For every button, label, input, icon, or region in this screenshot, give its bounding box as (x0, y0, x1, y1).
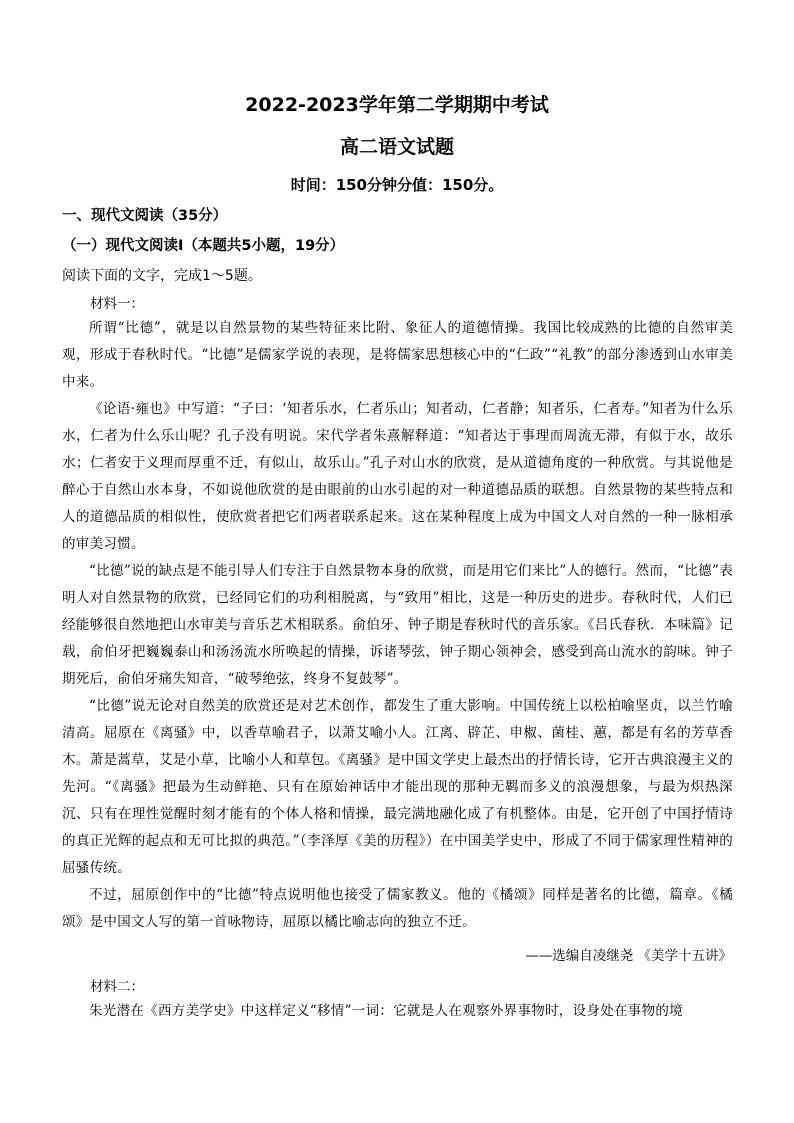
material-2-label: 材料二： (90, 979, 144, 995)
instruction-text: 阅读下面的文字，完成1～5题。 (62, 268, 262, 284)
paragraph: 《论语·雍也》中写道：“子曰：‘知者乐水，仁者乐山；知者动，仁者静；知者乐，仁者寿。”知者为什么乐水，仁者为什么乐山呢？孔子没有明说。宋代学者朱熹解释道：“知者达于事理而周流无滞，有似于水，故乐水；仁者安于义理而厚重不迁，有似山，故乐山。”孔子对山水的欣赏，是从道德角度的一种欣赏。与其说他是醉心于自然山水本身，不如说他欣赏的是由眼前的山水引起的对一种道德品质的联想。自然景物的某些特点和人的道德品质的相似性，使欣赏者把它们两者联系起来。这在某种程度上成为中国文人对自然的一种一脉相承的审美习惯。 (62, 401, 733, 552)
paragraph: “比德”说无论对自然美的欣赏还是对艺术创作，都发生了重大影响。中国传统上以松柏喻坚贞，以兰竹喻清高。屈原在《离骚》中，以香草喻君子，以萧艾喻小人。江离、辟芷、申椒、菌桂、蕙，都是有名的芳草香木。萧是蒿草，艾是小草，比喻小人和草包。《离骚》是中国文学史上最杰出的抒情长诗，它开古典浪漫主义的先河。“《离骚》把最为生动鲜艳、只有在原始神话中才能出现的那种无羁而多义的浪漫想象，与最为炽热深沉、只有在理性觉醒时刻才能有的个体人格和情操，最完满地融化成了有机整体。由是，它开创了中国抒情诗的真正光辉的起点和无可比拟的典范。”（李泽厚《美的历程》）在中国美学史中，形成了不同于儒家理性精神的屈骚传统。 (62, 698, 733, 876)
subject-title: 高二语文试题 (339, 136, 454, 158)
paragraph: 所谓“比德”，就是以自然景物的某些特征来比附、象征人的道德情操。我国比较成熟的比德的自然审美观，形成于春秋时代。“比德”是儒家学说的表现，是将儒家思想核心中的“仁政”“礼教”的部分渗透到山水审美中来。 (62, 320, 733, 390)
paragraph: 不过，屈原创作中的“比德”特点说明他也接受了儒家教义。他的《橘颂》同样是著名的比德，篇章。《橘颂》是中国文人写的第一首咏物诗，屈原以橘比喻志向的独立不迁。 (62, 887, 733, 930)
paragraph: 朱光潜在《西方美学史》中这样定义“移情”一词：它就是人在观察外界事物时，设身处在事物的境 (89, 1003, 684, 1019)
material-1-label: 材料一： (90, 296, 144, 312)
material-1-body (62, 315, 733, 936)
exam-title: 2022-2023学年第二学期期中考试 (245, 94, 549, 116)
subsection-heading: （一）现代文阅读Ⅰ（本题共5小题，19分） (62, 238, 345, 254)
source-citation: ——选编自凌继尧 《美学十五讲》 (525, 948, 732, 964)
material-2-body (62, 998, 733, 1025)
paragraph: “比德”说的缺点是不能引导人们专注于自然景物本身的欣赏，而是用它们来比”人的德行。然而，“比德”表明人对自然景物的欣赏，已经同它们的功利相脱离，与“致用”相比，这是一种历史的进步。春秋时代，人们已经能够很自然地把山水审美与音乐艺术相联系。俞伯牙、钟子期是春秋时代的音乐家。《吕氏春秋．本味篇》记载，俞伯牙把巍巍泰山和汤汤流水所唤起的情操，诉诸琴弦，钟子期心领神会，感受到高山流水的韵味。钟子期死后，俞伯牙痛失知音，“破琴绝弦，终身不复鼓琴”。 (62, 563, 733, 687)
section-heading: 一、现代文阅读（35分） (62, 208, 228, 224)
time-info: 时间：150分钟分值：150分。 (290, 176, 504, 194)
